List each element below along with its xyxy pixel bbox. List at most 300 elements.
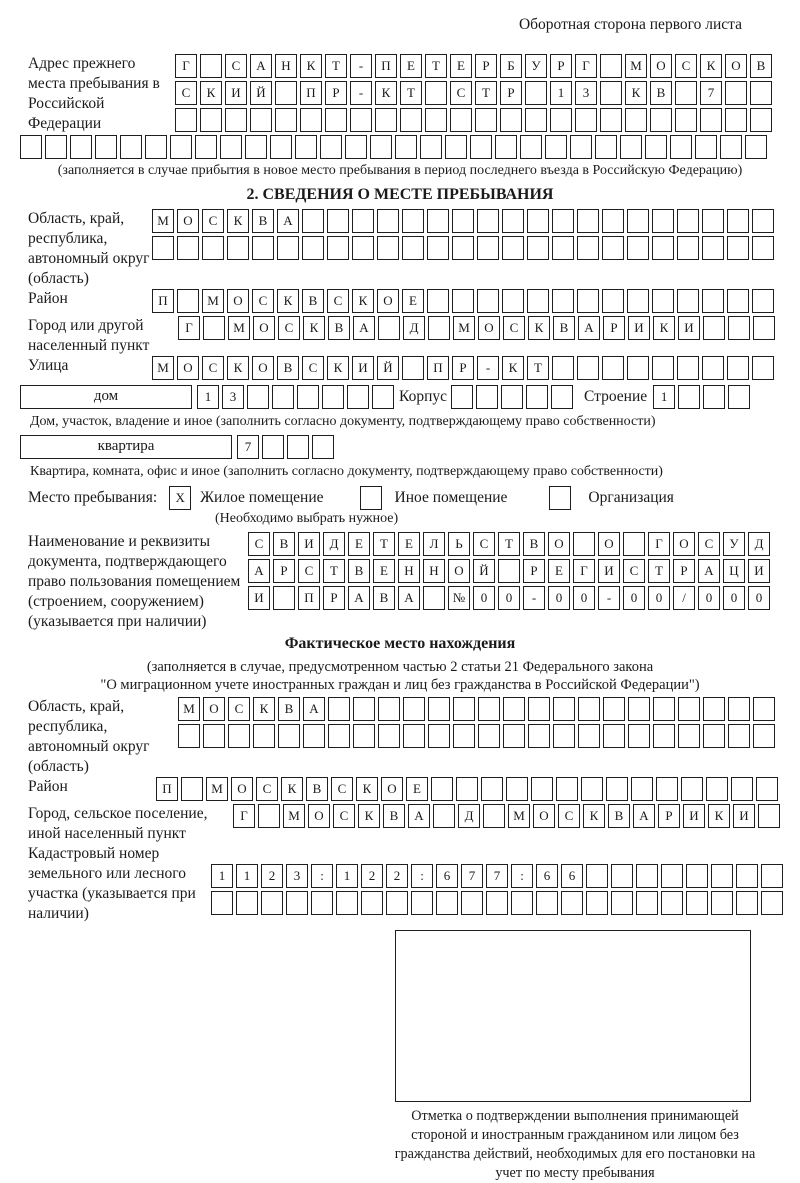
char-box[interactable] (502, 289, 524, 313)
char-box[interactable] (506, 777, 528, 801)
char-box[interactable] (686, 891, 708, 915)
char-box[interactable] (756, 777, 778, 801)
char-box[interactable] (727, 209, 749, 233)
char-box[interactable] (427, 209, 449, 233)
char-box[interactable] (600, 81, 622, 105)
char-box[interactable] (570, 135, 592, 159)
char-box[interactable] (752, 236, 774, 260)
char-box[interactable] (720, 135, 742, 159)
char-box[interactable]: М (283, 804, 305, 828)
char-box[interactable] (477, 236, 499, 260)
char-box[interactable]: - (350, 81, 372, 105)
char-box[interactable] (528, 697, 550, 721)
char-box[interactable]: А (698, 559, 720, 583)
char-box[interactable] (728, 385, 750, 409)
char-box[interactable] (451, 385, 473, 409)
char-box[interactable] (345, 135, 367, 159)
char-box[interactable] (678, 697, 700, 721)
checkbox-organizatsiya[interactable] (549, 486, 571, 510)
char-box[interactable] (433, 804, 455, 828)
char-box[interactable]: В (383, 804, 405, 828)
char-box[interactable] (287, 435, 309, 459)
char-box[interactable]: К (327, 356, 349, 380)
char-box[interactable]: Г (573, 559, 595, 583)
char-box[interactable]: К (708, 804, 730, 828)
char-box[interactable] (377, 236, 399, 260)
char-box[interactable]: 0 (548, 586, 570, 610)
char-box[interactable] (725, 108, 747, 132)
char-box[interactable] (645, 135, 667, 159)
char-box[interactable]: 6 (436, 864, 458, 888)
checkbox-zhiloe[interactable]: X (169, 486, 191, 510)
char-box[interactable] (402, 236, 424, 260)
char-box[interactable] (402, 209, 424, 233)
char-box[interactable]: № (448, 586, 470, 610)
char-box[interactable] (527, 289, 549, 313)
char-box[interactable]: И (248, 586, 270, 610)
char-box[interactable] (551, 385, 573, 409)
char-box[interactable] (511, 891, 533, 915)
char-box[interactable] (677, 236, 699, 260)
char-box[interactable] (702, 289, 724, 313)
char-box[interactable] (400, 108, 422, 132)
char-box[interactable]: 0 (473, 586, 495, 610)
char-box[interactable]: Р (550, 54, 572, 78)
char-box[interactable] (677, 356, 699, 380)
char-box[interactable] (503, 724, 525, 748)
char-box[interactable]: 1 (236, 864, 258, 888)
char-box[interactable] (520, 135, 542, 159)
char-box[interactable] (177, 289, 199, 313)
char-box[interactable]: К (502, 356, 524, 380)
char-box[interactable] (20, 135, 42, 159)
char-box[interactable]: И (352, 356, 374, 380)
char-box[interactable]: Н (423, 559, 445, 583)
char-box[interactable]: В (306, 777, 328, 801)
char-box[interactable] (378, 697, 400, 721)
char-box[interactable] (652, 289, 674, 313)
char-box[interactable]: 1 (211, 864, 233, 888)
char-box[interactable] (70, 135, 92, 159)
char-box[interactable]: К (356, 777, 378, 801)
char-box[interactable]: А (398, 586, 420, 610)
char-box[interactable] (220, 135, 242, 159)
char-box[interactable] (250, 108, 272, 132)
char-box[interactable] (686, 864, 708, 888)
char-box[interactable] (302, 209, 324, 233)
char-box[interactable] (702, 209, 724, 233)
char-box[interactable]: 0 (573, 586, 595, 610)
char-box[interactable]: 2 (361, 864, 383, 888)
char-box[interactable]: 7 (237, 435, 259, 459)
char-box[interactable]: С (175, 81, 197, 105)
char-box[interactable] (527, 209, 549, 233)
char-box[interactable] (253, 724, 275, 748)
char-box[interactable] (678, 385, 700, 409)
char-box[interactable]: С (202, 356, 224, 380)
char-box[interactable]: К (375, 81, 397, 105)
char-box[interactable]: - (350, 54, 372, 78)
char-box[interactable] (577, 289, 599, 313)
char-box[interactable]: И (225, 81, 247, 105)
char-box[interactable]: К (300, 54, 322, 78)
char-box[interactable] (556, 777, 578, 801)
char-box[interactable]: Т (373, 532, 395, 556)
char-box[interactable] (312, 435, 334, 459)
char-box[interactable]: С (333, 804, 355, 828)
char-box[interactable] (252, 236, 274, 260)
char-box[interactable] (758, 804, 780, 828)
char-box[interactable]: О (252, 356, 274, 380)
char-box[interactable] (752, 356, 774, 380)
char-box[interactable]: С (298, 559, 320, 583)
char-box[interactable] (328, 724, 350, 748)
char-box[interactable] (750, 108, 772, 132)
char-box[interactable] (553, 724, 575, 748)
char-box[interactable]: В (750, 54, 772, 78)
char-box[interactable]: Е (548, 559, 570, 583)
char-box[interactable]: : (511, 864, 533, 888)
char-box[interactable]: 2 (261, 864, 283, 888)
char-box[interactable]: М (178, 697, 200, 721)
char-box[interactable]: У (723, 532, 745, 556)
char-box[interactable]: К (583, 804, 605, 828)
char-box[interactable] (352, 209, 374, 233)
char-box[interactable] (656, 777, 678, 801)
char-box[interactable] (225, 108, 247, 132)
char-box[interactable]: Е (373, 559, 395, 583)
char-box[interactable] (561, 891, 583, 915)
char-box[interactable] (445, 135, 467, 159)
char-box[interactable]: К (358, 804, 380, 828)
char-box[interactable] (431, 777, 453, 801)
char-box[interactable] (606, 777, 628, 801)
char-box[interactable]: Л (423, 532, 445, 556)
char-box[interactable] (731, 777, 753, 801)
char-box[interactable] (481, 777, 503, 801)
char-box[interactable]: М (228, 316, 250, 340)
char-box[interactable] (303, 724, 325, 748)
char-box[interactable]: К (528, 316, 550, 340)
char-box[interactable] (677, 209, 699, 233)
char-box[interactable] (456, 777, 478, 801)
char-box[interactable] (502, 236, 524, 260)
char-box[interactable] (211, 891, 233, 915)
char-box[interactable]: К (653, 316, 675, 340)
char-box[interactable] (227, 236, 249, 260)
char-box[interactable]: П (152, 289, 174, 313)
char-box[interactable] (736, 864, 758, 888)
char-box[interactable] (498, 559, 520, 583)
char-box[interactable] (423, 586, 445, 610)
char-box[interactable]: 0 (723, 586, 745, 610)
char-box[interactable]: А (633, 804, 655, 828)
char-box[interactable]: 1 (336, 864, 358, 888)
char-box[interactable] (552, 289, 574, 313)
char-box[interactable] (202, 236, 224, 260)
char-box[interactable]: 1 (653, 385, 675, 409)
char-box[interactable]: Й (377, 356, 399, 380)
dom-label-box[interactable]: дом (20, 385, 192, 409)
char-box[interactable] (753, 316, 775, 340)
char-box[interactable]: Г (175, 54, 197, 78)
char-box[interactable]: 3 (575, 81, 597, 105)
char-box[interactable] (652, 236, 674, 260)
char-box[interactable]: С (225, 54, 247, 78)
char-box[interactable]: О (478, 316, 500, 340)
char-box[interactable] (483, 804, 505, 828)
char-box[interactable] (403, 724, 425, 748)
char-box[interactable] (350, 108, 372, 132)
char-box[interactable]: И (678, 316, 700, 340)
char-box[interactable] (352, 236, 374, 260)
char-box[interactable] (573, 532, 595, 556)
char-box[interactable] (236, 891, 258, 915)
char-box[interactable] (703, 316, 725, 340)
char-box[interactable]: П (300, 81, 322, 105)
char-box[interactable] (586, 891, 608, 915)
char-box[interactable]: М (152, 356, 174, 380)
char-box[interactable] (453, 724, 475, 748)
char-box[interactable]: О (548, 532, 570, 556)
char-box[interactable] (247, 385, 269, 409)
char-box[interactable]: С (228, 697, 250, 721)
char-box[interactable] (578, 724, 600, 748)
char-box[interactable] (320, 135, 342, 159)
char-box[interactable]: С (248, 532, 270, 556)
char-box[interactable] (378, 316, 400, 340)
char-box[interactable] (145, 135, 167, 159)
char-box[interactable] (526, 385, 548, 409)
char-box[interactable] (578, 697, 600, 721)
char-box[interactable]: Е (348, 532, 370, 556)
char-box[interactable]: А (353, 316, 375, 340)
char-box[interactable]: Т (425, 54, 447, 78)
char-box[interactable]: 2 (386, 864, 408, 888)
char-box[interactable] (677, 289, 699, 313)
char-box[interactable]: У (525, 54, 547, 78)
char-box[interactable] (275, 81, 297, 105)
char-box[interactable] (581, 777, 603, 801)
char-box[interactable] (501, 385, 523, 409)
char-box[interactable] (675, 81, 697, 105)
char-box[interactable]: В (523, 532, 545, 556)
char-box[interactable] (603, 724, 625, 748)
char-box[interactable] (627, 209, 649, 233)
char-box[interactable]: К (200, 81, 222, 105)
char-box[interactable] (611, 864, 633, 888)
char-box[interactable]: Р (325, 81, 347, 105)
char-box[interactable] (428, 697, 450, 721)
char-box[interactable] (470, 135, 492, 159)
char-box[interactable] (653, 724, 675, 748)
char-box[interactable]: С (473, 532, 495, 556)
char-box[interactable] (261, 891, 283, 915)
char-box[interactable]: Е (406, 777, 428, 801)
char-box[interactable] (611, 891, 633, 915)
char-box[interactable]: К (253, 697, 275, 721)
char-box[interactable] (727, 289, 749, 313)
char-box[interactable]: И (628, 316, 650, 340)
char-box[interactable] (327, 209, 349, 233)
char-box[interactable]: 6 (561, 864, 583, 888)
char-box[interactable]: Т (475, 81, 497, 105)
char-box[interactable]: В (277, 356, 299, 380)
char-box[interactable] (477, 289, 499, 313)
char-box[interactable] (347, 385, 369, 409)
char-box[interactable]: П (298, 586, 320, 610)
char-box[interactable]: 6 (536, 864, 558, 888)
char-box[interactable]: Е (402, 289, 424, 313)
char-box[interactable] (200, 108, 222, 132)
char-box[interactable]: 0 (748, 586, 770, 610)
char-box[interactable]: О (381, 777, 403, 801)
char-box[interactable] (452, 236, 474, 260)
char-box[interactable] (753, 724, 775, 748)
char-box[interactable]: К (281, 777, 303, 801)
char-box[interactable]: А (408, 804, 430, 828)
char-box[interactable]: - (598, 586, 620, 610)
char-box[interactable] (411, 891, 433, 915)
char-box[interactable] (402, 356, 424, 380)
char-box[interactable] (620, 135, 642, 159)
char-box[interactable] (336, 891, 358, 915)
char-box[interactable] (745, 135, 767, 159)
char-box[interactable]: В (252, 209, 274, 233)
char-box[interactable]: С (256, 777, 278, 801)
char-box[interactable]: Т (400, 81, 422, 105)
char-box[interactable]: В (273, 532, 295, 556)
char-box[interactable] (502, 209, 524, 233)
char-box[interactable]: И (298, 532, 320, 556)
kvartira-label-box[interactable]: квартира (20, 435, 232, 459)
char-box[interactable]: 7 (700, 81, 722, 105)
char-box[interactable]: Й (473, 559, 495, 583)
char-box[interactable] (420, 135, 442, 159)
char-box[interactable] (728, 316, 750, 340)
char-box[interactable]: А (250, 54, 272, 78)
char-box[interactable] (203, 316, 225, 340)
char-box[interactable] (478, 697, 500, 721)
char-box[interactable] (627, 289, 649, 313)
char-box[interactable] (536, 891, 558, 915)
char-box[interactable] (450, 108, 472, 132)
char-box[interactable] (277, 236, 299, 260)
char-box[interactable] (602, 289, 624, 313)
char-box[interactable] (652, 209, 674, 233)
char-box[interactable]: О (448, 559, 470, 583)
char-box[interactable] (181, 777, 203, 801)
char-box[interactable] (428, 316, 450, 340)
char-box[interactable] (372, 385, 394, 409)
char-box[interactable]: 3 (222, 385, 244, 409)
char-box[interactable] (453, 697, 475, 721)
char-box[interactable] (386, 891, 408, 915)
char-box[interactable] (650, 108, 672, 132)
char-box[interactable]: В (608, 804, 630, 828)
char-box[interactable]: О (533, 804, 555, 828)
char-box[interactable]: В (373, 586, 395, 610)
char-box[interactable]: Т (527, 356, 549, 380)
char-box[interactable] (475, 108, 497, 132)
char-box[interactable]: П (156, 777, 178, 801)
char-box[interactable]: - (477, 356, 499, 380)
char-box[interactable]: Р (603, 316, 625, 340)
char-box[interactable]: И (683, 804, 705, 828)
char-box[interactable] (495, 135, 517, 159)
char-box[interactable] (586, 864, 608, 888)
char-box[interactable] (452, 209, 474, 233)
char-box[interactable] (550, 108, 572, 132)
char-box[interactable] (370, 135, 392, 159)
char-box[interactable] (195, 135, 217, 159)
char-box[interactable]: Т (325, 54, 347, 78)
char-box[interactable]: Р (323, 586, 345, 610)
char-box[interactable] (273, 586, 295, 610)
char-box[interactable] (706, 777, 728, 801)
char-box[interactable]: В (650, 81, 672, 105)
char-box[interactable]: В (348, 559, 370, 583)
char-box[interactable] (361, 891, 383, 915)
char-box[interactable] (478, 724, 500, 748)
char-box[interactable] (295, 135, 317, 159)
char-box[interactable] (602, 236, 624, 260)
char-box[interactable] (761, 864, 783, 888)
char-box[interactable] (177, 236, 199, 260)
char-box[interactable]: Д (323, 532, 345, 556)
char-box[interactable] (175, 108, 197, 132)
char-box[interactable]: - (523, 586, 545, 610)
char-box[interactable]: Р (500, 81, 522, 105)
char-box[interactable]: В (302, 289, 324, 313)
char-box[interactable] (322, 385, 344, 409)
char-box[interactable] (577, 209, 599, 233)
stamp-area[interactable] (395, 930, 751, 1102)
char-box[interactable] (152, 236, 174, 260)
char-box[interactable] (628, 697, 650, 721)
char-box[interactable] (725, 81, 747, 105)
char-box[interactable]: В (553, 316, 575, 340)
char-box[interactable]: С (675, 54, 697, 78)
char-box[interactable] (636, 891, 658, 915)
char-box[interactable] (602, 209, 624, 233)
char-box[interactable]: О (673, 532, 695, 556)
char-box[interactable]: С (202, 209, 224, 233)
char-box[interactable] (703, 697, 725, 721)
char-box[interactable] (302, 236, 324, 260)
char-box[interactable] (628, 724, 650, 748)
char-box[interactable] (577, 236, 599, 260)
char-box[interactable] (575, 108, 597, 132)
char-box[interactable]: М (152, 209, 174, 233)
char-box[interactable]: Е (398, 532, 420, 556)
char-box[interactable]: М (453, 316, 475, 340)
char-box[interactable] (728, 697, 750, 721)
char-box[interactable] (378, 724, 400, 748)
char-box[interactable]: Ц (723, 559, 745, 583)
char-box[interactable]: Р (475, 54, 497, 78)
char-box[interactable] (531, 777, 553, 801)
char-box[interactable]: Т (648, 559, 670, 583)
char-box[interactable]: К (277, 289, 299, 313)
char-box[interactable] (603, 697, 625, 721)
char-box[interactable]: 3 (286, 864, 308, 888)
char-box[interactable]: А (348, 586, 370, 610)
char-box[interactable]: И (733, 804, 755, 828)
char-box[interactable] (681, 777, 703, 801)
char-box[interactable] (600, 108, 622, 132)
char-box[interactable]: С (278, 316, 300, 340)
